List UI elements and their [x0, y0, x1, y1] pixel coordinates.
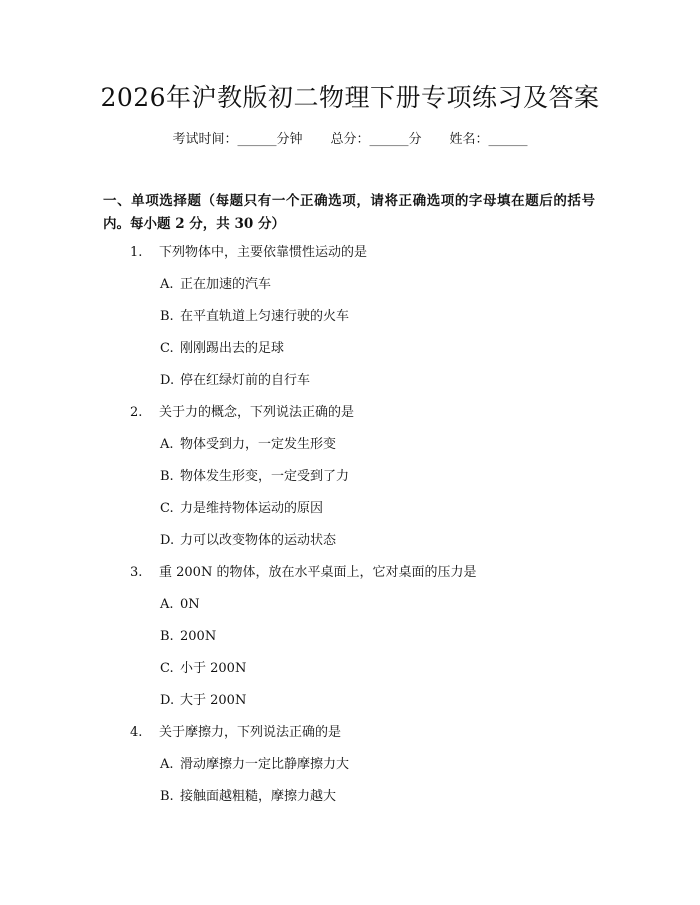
option-text: 物体发生形变，一定受到了力 — [180, 469, 350, 484]
answer-option — [130, 531, 600, 551]
option-letter: A. — [160, 277, 174, 292]
question-item — [130, 403, 600, 551]
option-list — [130, 435, 600, 551]
page-title: 2026年沪教版初二物理下册专项练习及答案 — [100, 83, 600, 112]
exam-info-line — [0, 130, 700, 150]
answer-option — [130, 595, 600, 615]
question-number: 2. — [130, 405, 143, 420]
option-letter: A. — [160, 597, 174, 612]
option-text: 力可以改变物体的运动状态 — [180, 533, 337, 548]
answer-option — [130, 499, 600, 519]
answer-option — [130, 371, 600, 391]
question-item — [130, 563, 600, 711]
option-list — [130, 595, 600, 711]
section-heading: 一、单项选择题（每题只有一个正确选项，请将正确选项的字母填在题后的括号内。每小题 2 分，共 30 分） — [103, 193, 595, 232]
exam-time-field: 考试时间：______分钟 — [172, 132, 303, 147]
option-text: 物体受到力，一定发生形变 — [180, 437, 337, 452]
question-stem — [130, 243, 600, 263]
option-letter: B. — [160, 629, 174, 644]
answer-option — [130, 275, 600, 295]
total-score-field: 总分：______分 — [330, 132, 422, 147]
answer-option — [130, 435, 600, 455]
question-stem — [130, 563, 600, 583]
option-text: 0N — [180, 597, 200, 612]
option-letter: B. — [160, 309, 174, 324]
option-letter: A. — [160, 757, 174, 772]
option-letter: D. — [160, 373, 175, 388]
option-letter: B. — [160, 469, 174, 484]
option-letter: C. — [160, 341, 174, 356]
option-text: 200N — [180, 629, 217, 644]
question-number: 4. — [130, 725, 143, 740]
question-list — [130, 243, 600, 807]
question-text: 下列物体中，主要依靠惯性运动的是 — [159, 245, 368, 260]
option-text: 停在红绿灯前的自行车 — [180, 373, 311, 388]
option-text: 刚刚踢出去的足球 — [180, 341, 285, 356]
question-item — [130, 243, 600, 391]
answer-option — [130, 467, 600, 487]
question-number: 3. — [130, 565, 143, 580]
option-letter: C. — [160, 501, 174, 516]
option-letter: A. — [160, 437, 174, 452]
option-text: 在平直轨道上匀速行驶的火车 — [180, 309, 350, 324]
option-text: 小于 200N — [180, 661, 247, 676]
answer-option — [130, 755, 600, 775]
answer-option — [130, 339, 600, 359]
answer-option — [130, 627, 600, 647]
option-text: 接触面越粗糙，摩擦力越大 — [180, 789, 337, 804]
question-number: 1. — [130, 245, 143, 260]
question-stem — [130, 403, 600, 423]
question-text: 重 200N 的物体，放在水平桌面上，它对桌面的压力是 — [159, 565, 477, 580]
question-stem — [130, 723, 600, 743]
answer-option — [130, 659, 600, 679]
option-letter: D. — [160, 693, 175, 708]
answer-option — [130, 787, 600, 807]
option-text: 力是维持物体运动的原因 — [180, 501, 324, 516]
option-letter: D. — [160, 533, 175, 548]
option-list — [130, 755, 600, 807]
question-text: 关于摩擦力，下列说法正确的是 — [159, 725, 342, 740]
option-list — [130, 275, 600, 391]
answer-option — [130, 307, 600, 327]
student-name-field: 姓名：______ — [449, 132, 528, 147]
option-text: 大于 200N — [180, 693, 247, 708]
option-letter: B. — [160, 789, 174, 804]
option-text: 滑动摩擦力一定比静摩擦力大 — [180, 757, 350, 772]
option-letter: C. — [160, 661, 174, 676]
question-item — [130, 723, 600, 807]
question-text: 关于力的概念，下列说法正确的是 — [159, 405, 355, 420]
answer-option — [130, 691, 600, 711]
option-text: 正在加速的汽车 — [180, 277, 272, 292]
